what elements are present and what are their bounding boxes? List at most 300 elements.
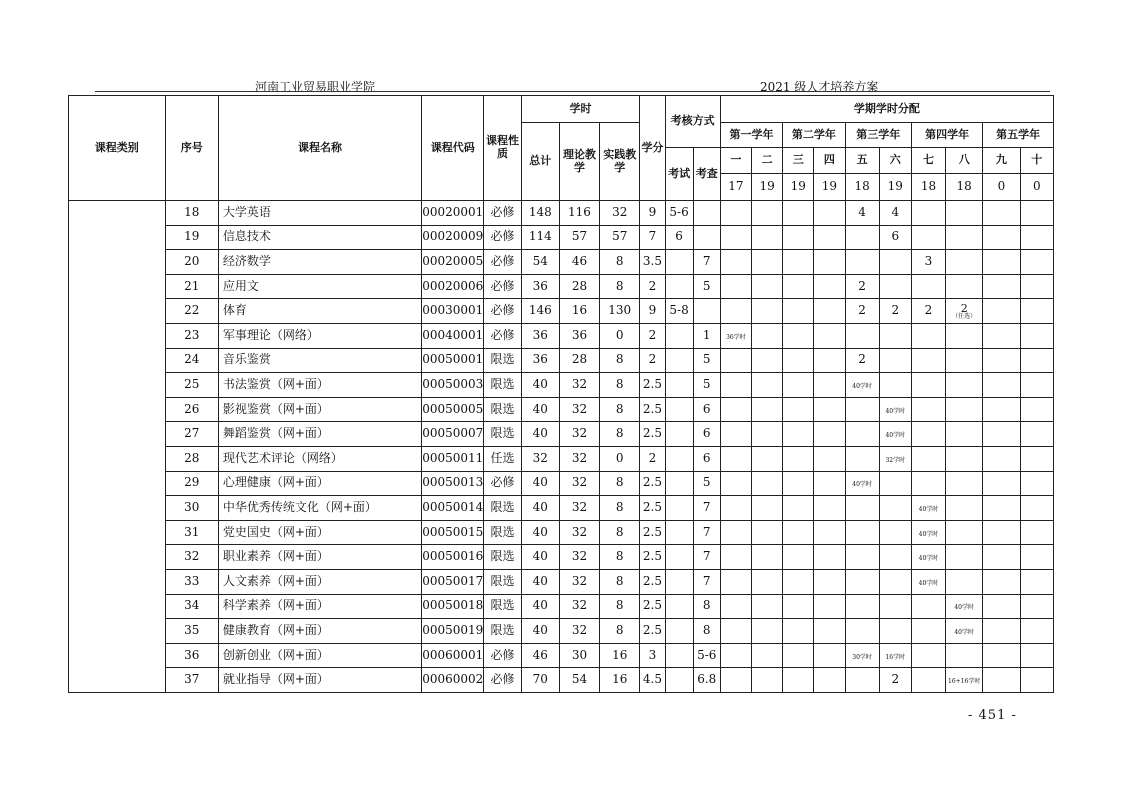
row-course-code: 00040001 — [422, 323, 484, 348]
row-term-7 — [911, 348, 945, 373]
row-term-8 — [946, 520, 983, 545]
row-exam — [665, 348, 693, 373]
row-term-9 — [983, 225, 1020, 250]
row-term-4 — [814, 225, 845, 250]
row-term-5 — [845, 250, 879, 275]
row-credit: 3 — [640, 643, 665, 668]
row-term-9 — [983, 446, 1020, 471]
row-term-10 — [1020, 545, 1053, 570]
row-term-7 — [911, 373, 945, 398]
row-hours-total: 36 — [521, 323, 559, 348]
row-term-5: 2 — [845, 274, 879, 299]
row-term-1 — [720, 225, 751, 250]
row-category — [69, 201, 166, 693]
row-hours-total: 46 — [521, 643, 559, 668]
table-row — [69, 471, 1054, 496]
header-term: 三 — [783, 148, 814, 174]
row-term-8 — [946, 545, 983, 570]
row-term-4 — [814, 545, 845, 570]
table-row — [69, 569, 1054, 594]
row-term-3 — [783, 619, 814, 644]
row-exam — [665, 397, 693, 422]
row-term-8 — [946, 446, 983, 471]
row-term-6 — [879, 397, 911, 422]
row-hours-theory: 116 — [559, 201, 599, 226]
row-course-code: 00050018 — [422, 594, 484, 619]
row-term-7 — [911, 545, 945, 570]
row-term-10 — [1020, 348, 1053, 373]
row-term-5 — [845, 422, 879, 447]
row-course-code: 00050015 — [422, 520, 484, 545]
row-term-8 — [946, 397, 983, 422]
row-term-2 — [752, 373, 783, 398]
row-course-name: 心理健康（网+面） — [218, 471, 421, 496]
row-hours-total: 40 — [521, 594, 559, 619]
row-course-code: 00060002 — [422, 668, 484, 693]
row-term-7 — [911, 397, 945, 422]
header-course-name: 课程名称 — [218, 96, 421, 201]
row-hours-total: 40 — [521, 569, 559, 594]
row-term-1 — [720, 201, 751, 226]
row-term-3 — [783, 422, 814, 447]
row-hours-practice: 0 — [600, 323, 640, 348]
row-term-8 — [946, 299, 983, 324]
row-exam — [665, 373, 693, 398]
row-course-name: 党史国史（网+面） — [218, 520, 421, 545]
row-term-5 — [845, 225, 879, 250]
row-seq: 30 — [165, 496, 218, 521]
row-credit: 2.5 — [640, 545, 665, 570]
table-row — [69, 643, 1054, 668]
row-course-name: 职业素养（网+面） — [218, 545, 421, 570]
row-term-9 — [983, 520, 1020, 545]
row-seq: 36 — [165, 643, 218, 668]
row-hours-theory: 32 — [559, 545, 599, 570]
row-term-2 — [752, 274, 783, 299]
row-term-2 — [752, 545, 783, 570]
row-course-name: 就业指导（网+面） — [218, 668, 421, 693]
row-term-3 — [783, 446, 814, 471]
row-hours-total: 40 — [521, 373, 559, 398]
row-term-7 — [911, 594, 945, 619]
row-course-code: 00050005 — [422, 397, 484, 422]
row-check: 8 — [693, 619, 720, 644]
row-check — [693, 225, 720, 250]
row-term-10 — [1020, 225, 1053, 250]
row-term-10 — [1020, 397, 1053, 422]
term-hours-note: 40学时 — [918, 555, 939, 563]
row-hours-total: 40 — [521, 496, 559, 521]
row-hours-theory: 46 — [559, 250, 599, 275]
row-credit: 2.5 — [640, 422, 665, 447]
row-course-nature: 必修 — [484, 643, 521, 668]
row-hours-practice: 0 — [600, 446, 640, 471]
row-term-2 — [752, 594, 783, 619]
row-term-2 — [752, 520, 783, 545]
header-rule — [95, 91, 1050, 92]
row-term-4 — [814, 668, 845, 693]
row-course-code: 00030001 — [422, 299, 484, 324]
row-term-6: 6 — [879, 225, 911, 250]
row-course-nature: 限选 — [484, 594, 521, 619]
row-term-1 — [720, 520, 751, 545]
row-hours-practice: 8 — [600, 274, 640, 299]
row-term-6 — [879, 594, 911, 619]
row-term-2 — [752, 250, 783, 275]
row-term-6 — [879, 619, 911, 644]
header-category: 课程类别 — [69, 96, 166, 201]
header-term: 九 — [983, 148, 1020, 174]
row-term-4 — [814, 323, 845, 348]
row-course-name: 军事理论（网络） — [218, 323, 421, 348]
row-term-5 — [845, 446, 879, 471]
row-credit: 2.5 — [640, 594, 665, 619]
row-exam — [665, 643, 693, 668]
header-credit: 学分 — [640, 96, 665, 201]
row-term-8 — [946, 250, 983, 275]
row-hours-practice: 8 — [600, 348, 640, 373]
row-course-nature: 限选 — [484, 520, 521, 545]
header-hours-theory: 理论教学 — [559, 123, 599, 201]
row-term-8 — [946, 373, 983, 398]
row-term-4 — [814, 619, 845, 644]
row-seq: 27 — [165, 422, 218, 447]
row-check: 7 — [693, 520, 720, 545]
header-weeks: 18 — [911, 174, 945, 201]
row-term-3 — [783, 520, 814, 545]
row-seq: 18 — [165, 201, 218, 226]
row-course-nature: 必修 — [484, 323, 521, 348]
row-course-code: 00020009 — [422, 225, 484, 250]
header-year-4: 第四学年 — [911, 123, 982, 148]
row-course-code: 00050016 — [422, 545, 484, 570]
row-hours-total: 40 — [521, 545, 559, 570]
row-term-3 — [783, 569, 814, 594]
row-exam: 5-8 — [665, 299, 693, 324]
row-term-9 — [983, 250, 1020, 275]
row-course-nature: 必修 — [484, 299, 521, 324]
row-term-4 — [814, 397, 845, 422]
row-credit: 7 — [640, 225, 665, 250]
row-hours-practice: 8 — [600, 397, 640, 422]
row-term-5 — [845, 397, 879, 422]
row-hours-total: 54 — [521, 250, 559, 275]
header-weeks: 19 — [752, 174, 783, 201]
row-term-6 — [879, 545, 911, 570]
header-year-3: 第三学年 — [845, 123, 911, 148]
row-course-code: 00050011 — [422, 446, 484, 471]
row-term-5 — [845, 520, 879, 545]
row-term-7 — [911, 446, 945, 471]
row-hours-total: 148 — [521, 201, 559, 226]
row-hours-total: 40 — [521, 471, 559, 496]
row-term-3 — [783, 323, 814, 348]
row-term-10 — [1020, 643, 1053, 668]
row-term-5 — [845, 569, 879, 594]
row-seq: 33 — [165, 569, 218, 594]
row-credit: 2.5 — [640, 569, 665, 594]
row-course-code: 00020006 — [422, 274, 484, 299]
row-seq: 23 — [165, 323, 218, 348]
row-term-6 — [879, 323, 911, 348]
row-term-10 — [1020, 619, 1053, 644]
row-course-code: 00050001 — [422, 348, 484, 373]
row-term-9 — [983, 471, 1020, 496]
row-hours-theory: 32 — [559, 594, 599, 619]
table-row — [69, 373, 1054, 398]
row-term-2 — [752, 201, 783, 226]
term-hours-note: 40学时 — [852, 481, 872, 489]
term-hours-note: 40学时 — [885, 407, 906, 415]
row-term-5 — [845, 471, 879, 496]
row-exam — [665, 323, 693, 348]
row-term-7 — [911, 619, 945, 644]
row-term-1 — [720, 323, 751, 348]
row-exam — [665, 619, 693, 644]
table-row — [69, 496, 1054, 521]
row-term-1 — [720, 250, 751, 275]
row-term-1 — [720, 569, 751, 594]
row-course-code: 00050007 — [422, 422, 484, 447]
row-exam: 5-6 — [665, 201, 693, 226]
row-term-8 — [946, 348, 983, 373]
row-term-5 — [845, 373, 879, 398]
row-hours-theory: 36 — [559, 323, 599, 348]
row-seq: 31 — [165, 520, 218, 545]
row-term-9 — [983, 643, 1020, 668]
row-term-4 — [814, 250, 845, 275]
row-course-nature: 任选 — [484, 446, 521, 471]
row-term-7 — [911, 520, 945, 545]
row-course-name: 大学英语 — [218, 201, 421, 226]
row-term-1 — [720, 643, 751, 668]
term-hours-note: 16+16学时 — [948, 678, 981, 686]
row-seq: 35 — [165, 619, 218, 644]
row-term-3 — [783, 373, 814, 398]
row-course-code: 00050013 — [422, 471, 484, 496]
row-term-1 — [720, 373, 751, 398]
row-term-2 — [752, 225, 783, 250]
row-hours-practice: 57 — [600, 225, 640, 250]
row-term-10 — [1020, 299, 1053, 324]
row-term-3 — [783, 299, 814, 324]
row-check: 7 — [693, 569, 720, 594]
header-exam: 考试 — [665, 148, 693, 201]
row-hours-total: 114 — [521, 225, 559, 250]
row-term-5 — [845, 668, 879, 693]
row-credit: 9 — [640, 201, 665, 226]
row-course-name: 健康教育（网+面） — [218, 619, 421, 644]
row-term-4 — [814, 446, 845, 471]
row-term-5 — [845, 323, 879, 348]
header-weeks: 19 — [879, 174, 911, 201]
row-term-6 — [879, 643, 911, 668]
table-row — [69, 594, 1054, 619]
term-hours-note: 40学时 — [918, 579, 939, 587]
row-course-code: 00050003 — [422, 373, 484, 398]
row-term-2 — [752, 299, 783, 324]
row-term-6 — [879, 250, 911, 275]
row-check — [693, 201, 720, 226]
row-exam — [665, 569, 693, 594]
row-seq: 25 — [165, 373, 218, 398]
row-term-5: 2 — [845, 299, 879, 324]
row-term-6 — [879, 274, 911, 299]
row-term-3 — [783, 643, 814, 668]
term-hours-note: 40学时 — [954, 604, 974, 612]
row-course-name: 影视鉴赏（网+面） — [218, 397, 421, 422]
header-term: 四 — [814, 148, 845, 174]
row-course-nature: 必修 — [484, 668, 521, 693]
row-credit: 3.5 — [640, 250, 665, 275]
row-credit: 2 — [640, 348, 665, 373]
row-term-10 — [1020, 668, 1053, 693]
header-weeks: 0 — [983, 174, 1020, 201]
row-seq: 21 — [165, 274, 218, 299]
row-term-6 — [879, 496, 911, 521]
document-title: 2021 级人才培养方案 — [760, 80, 879, 94]
row-check: 7 — [693, 545, 720, 570]
row-credit: 9 — [640, 299, 665, 324]
row-term-10 — [1020, 250, 1053, 275]
term-hours-note: 40学时 — [852, 383, 872, 391]
row-hours-theory: 28 — [559, 274, 599, 299]
row-exam — [665, 545, 693, 570]
row-term-4 — [814, 422, 845, 447]
row-term-6: 2 — [879, 299, 911, 324]
row-term-9 — [983, 594, 1020, 619]
row-term-2 — [752, 619, 783, 644]
table-row — [69, 397, 1054, 422]
header-term: 八 — [946, 148, 983, 174]
row-term-8 — [946, 619, 983, 644]
row-seq: 28 — [165, 446, 218, 471]
row-hours-theory: 54 — [559, 668, 599, 693]
row-term-1 — [720, 299, 751, 324]
row-term-10 — [1020, 274, 1053, 299]
row-term-5 — [845, 643, 879, 668]
row-course-name: 书法鉴赏（网+面） — [218, 373, 421, 398]
header-term: 七 — [911, 148, 945, 174]
row-term-5 — [845, 496, 879, 521]
term-hours-note: 40学时 — [918, 506, 939, 514]
term-hours-note: 16学时 — [885, 653, 906, 661]
row-course-nature: 必修 — [484, 201, 521, 226]
row-course-nature: 必修 — [484, 250, 521, 275]
header-weeks: 18 — [845, 174, 879, 201]
row-course-nature: 限选 — [484, 422, 521, 447]
row-term-4 — [814, 471, 845, 496]
header-term: 一 — [720, 148, 751, 174]
row-hours-theory: 30 — [559, 643, 599, 668]
row-check: 5-6 — [693, 643, 720, 668]
row-hours-practice: 8 — [600, 250, 640, 275]
row-term-7: 3 — [911, 250, 945, 275]
row-hours-theory: 32 — [559, 373, 599, 398]
row-term-8 — [946, 225, 983, 250]
row-course-nature: 限选 — [484, 619, 521, 644]
row-hours-total: 32 — [521, 446, 559, 471]
row-hours-theory: 32 — [559, 496, 599, 521]
row-check: 5 — [693, 348, 720, 373]
row-term-2 — [752, 348, 783, 373]
row-term-2 — [752, 643, 783, 668]
table-row — [69, 323, 1054, 348]
row-hours-theory: 57 — [559, 225, 599, 250]
row-term-1 — [720, 496, 751, 521]
row-term-1 — [720, 422, 751, 447]
row-seq: 22 — [165, 299, 218, 324]
row-hours-practice: 16 — [600, 643, 640, 668]
row-term-4 — [814, 594, 845, 619]
row-term-8 — [946, 668, 983, 693]
term-weekly-hours: 2 — [960, 301, 968, 315]
table-row — [69, 225, 1054, 250]
row-course-nature: 必修 — [484, 471, 521, 496]
row-term-2 — [752, 496, 783, 521]
row-term-9 — [983, 348, 1020, 373]
row-exam — [665, 594, 693, 619]
row-check: 1 — [693, 323, 720, 348]
row-credit: 2 — [640, 323, 665, 348]
row-term-9 — [983, 373, 1020, 398]
row-term-2 — [752, 446, 783, 471]
row-credit: 2 — [640, 274, 665, 299]
row-term-3 — [783, 348, 814, 373]
row-term-7 — [911, 422, 945, 447]
row-term-8 — [946, 323, 983, 348]
table-row — [69, 668, 1054, 693]
row-hours-theory: 32 — [559, 569, 599, 594]
row-course-name: 应用文 — [218, 274, 421, 299]
row-term-9 — [983, 201, 1020, 226]
row-term-10 — [1020, 373, 1053, 398]
row-seq: 19 — [165, 225, 218, 250]
row-term-10 — [1020, 594, 1053, 619]
row-course-code: 00050014 — [422, 496, 484, 521]
row-term-3 — [783, 545, 814, 570]
row-check: 5 — [693, 373, 720, 398]
row-term-9 — [983, 569, 1020, 594]
table-row — [69, 422, 1054, 447]
row-term-6 — [879, 373, 911, 398]
header-weeks: 19 — [783, 174, 814, 201]
header-weeks: 19 — [814, 174, 845, 201]
row-course-nature: 限选 — [484, 373, 521, 398]
table-row — [69, 619, 1054, 644]
row-exam — [665, 520, 693, 545]
row-hours-total: 36 — [521, 274, 559, 299]
row-course-name: 信息技术 — [218, 225, 421, 250]
row-check: 7 — [693, 250, 720, 275]
row-hours-practice: 8 — [600, 569, 640, 594]
row-term-6 — [879, 569, 911, 594]
row-seq: 34 — [165, 594, 218, 619]
row-hours-practice: 130 — [600, 299, 640, 324]
row-term-8 — [946, 274, 983, 299]
row-credit: 2.5 — [640, 619, 665, 644]
row-term-3 — [783, 397, 814, 422]
term-hours-note: 36学时 — [726, 333, 746, 341]
row-term-1 — [720, 274, 751, 299]
row-term-3 — [783, 594, 814, 619]
header-weeks: 18 — [946, 174, 983, 201]
row-seq: 26 — [165, 397, 218, 422]
row-hours-practice: 8 — [600, 422, 640, 447]
row-course-name: 经济数学 — [218, 250, 421, 275]
row-hours-practice: 8 — [600, 373, 640, 398]
row-term-9 — [983, 668, 1020, 693]
